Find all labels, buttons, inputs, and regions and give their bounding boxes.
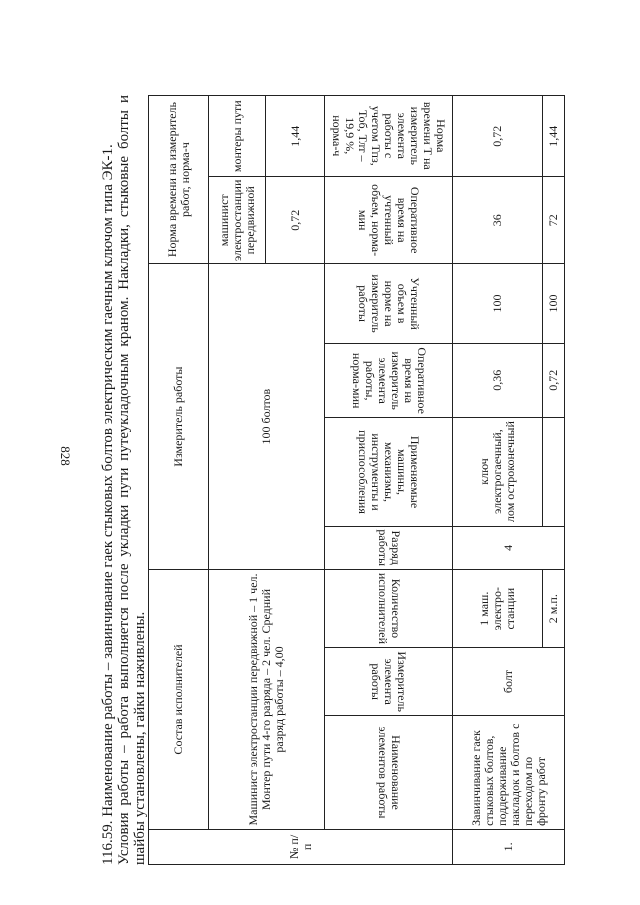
row-optime-b: 0,72 (543, 343, 565, 417)
header-norm: Норма времени на измеритель работ, норма-ч (149, 96, 209, 264)
row-optime-a: 0,36 (453, 343, 543, 417)
row-vol-a: 100 (453, 264, 543, 344)
subheader-optime: Оперативное время на измеритель элемента работы, норма-мин (325, 343, 453, 417)
subheader-grade: Разряд работы (325, 526, 453, 570)
subheader-unit: Измеритель элемента работы (325, 648, 453, 716)
norm-col1-group (209, 177, 325, 264)
norm-col2-group (209, 96, 325, 177)
row-num: 1. (453, 829, 565, 864)
row-name: Завинчивание гаек стыковых болтов, поддерживание накладок и болтов с переходом по фронту работ (453, 715, 565, 829)
heading-line2: Условия работы – работа выполняется после укладки пути путеукладочным краном. Накладки, стыковые болты и шайбы установлены, гайки наживлены. (116, 95, 148, 865)
row-tools-blank (543, 417, 565, 526)
rotated-page-content (100, 95, 560, 865)
subheader-opvol: Оперативное время на учтенный объем, норма-мин (325, 177, 453, 264)
row-tools: ключ электрогаечный, лом остроконечный (453, 417, 543, 526)
row-count-a: 1 маш. электро-станции (453, 570, 543, 648)
norm-col2-header: монтеры пути (209, 96, 266, 176)
norm-col1-header: машинист электростанции передвижной (209, 177, 266, 263)
row-opvol-a: 36 (453, 177, 543, 264)
row-unit: болт (453, 648, 565, 716)
norm-col2-value: 1,44 (288, 125, 302, 147)
norm-col1-value: 0,72 (288, 209, 302, 231)
subheader-count: Количество исполнителей (325, 570, 453, 648)
norm-table (148, 95, 565, 865)
subheader-name: Наименование элементов работы (325, 715, 453, 829)
row-count-b: 2 м.п. (543, 570, 565, 648)
header-num: № п/п (149, 829, 453, 864)
row-vol-b: 100 (543, 264, 565, 344)
header-staff: Состав исполнителей (149, 570, 209, 830)
meter-value: 100 болтов (209, 264, 325, 570)
subheader-ntime: Норма времени Т на измеритель элемента работы с учетом Тпз, Тоб, Тлт – 19,9 %, норма-ч (325, 96, 453, 177)
table-row (453, 96, 543, 865)
subheader-tools: Применяемые машины, механизмы, инструменты и приспособления (325, 417, 453, 526)
row-grade: 4 (453, 526, 565, 570)
page-number: 828 (58, 446, 73, 466)
row-opvol-b: 72 (543, 177, 565, 264)
norm-table-wrap (148, 95, 565, 865)
row-ntime-b: 1,44 (543, 96, 565, 177)
document-heading (100, 95, 148, 865)
row-ntime-a: 0,72 (453, 96, 543, 177)
header-meter: Измеритель работы (149, 264, 209, 570)
staff-composition: Машинист электростанции передвижной – 1 чел. Монтер пути 4-го разряда – 2 чел. Средний разряд работы – 4,00 (209, 570, 325, 830)
subheader-vol: Учтенный объем в норме на измеритель работы (325, 264, 453, 344)
heading-line1: 116.59. Наименование работы – завинчивание гаек стыковых болтов электрическим гаечным ключом типа ЭК-1. (100, 144, 116, 865)
